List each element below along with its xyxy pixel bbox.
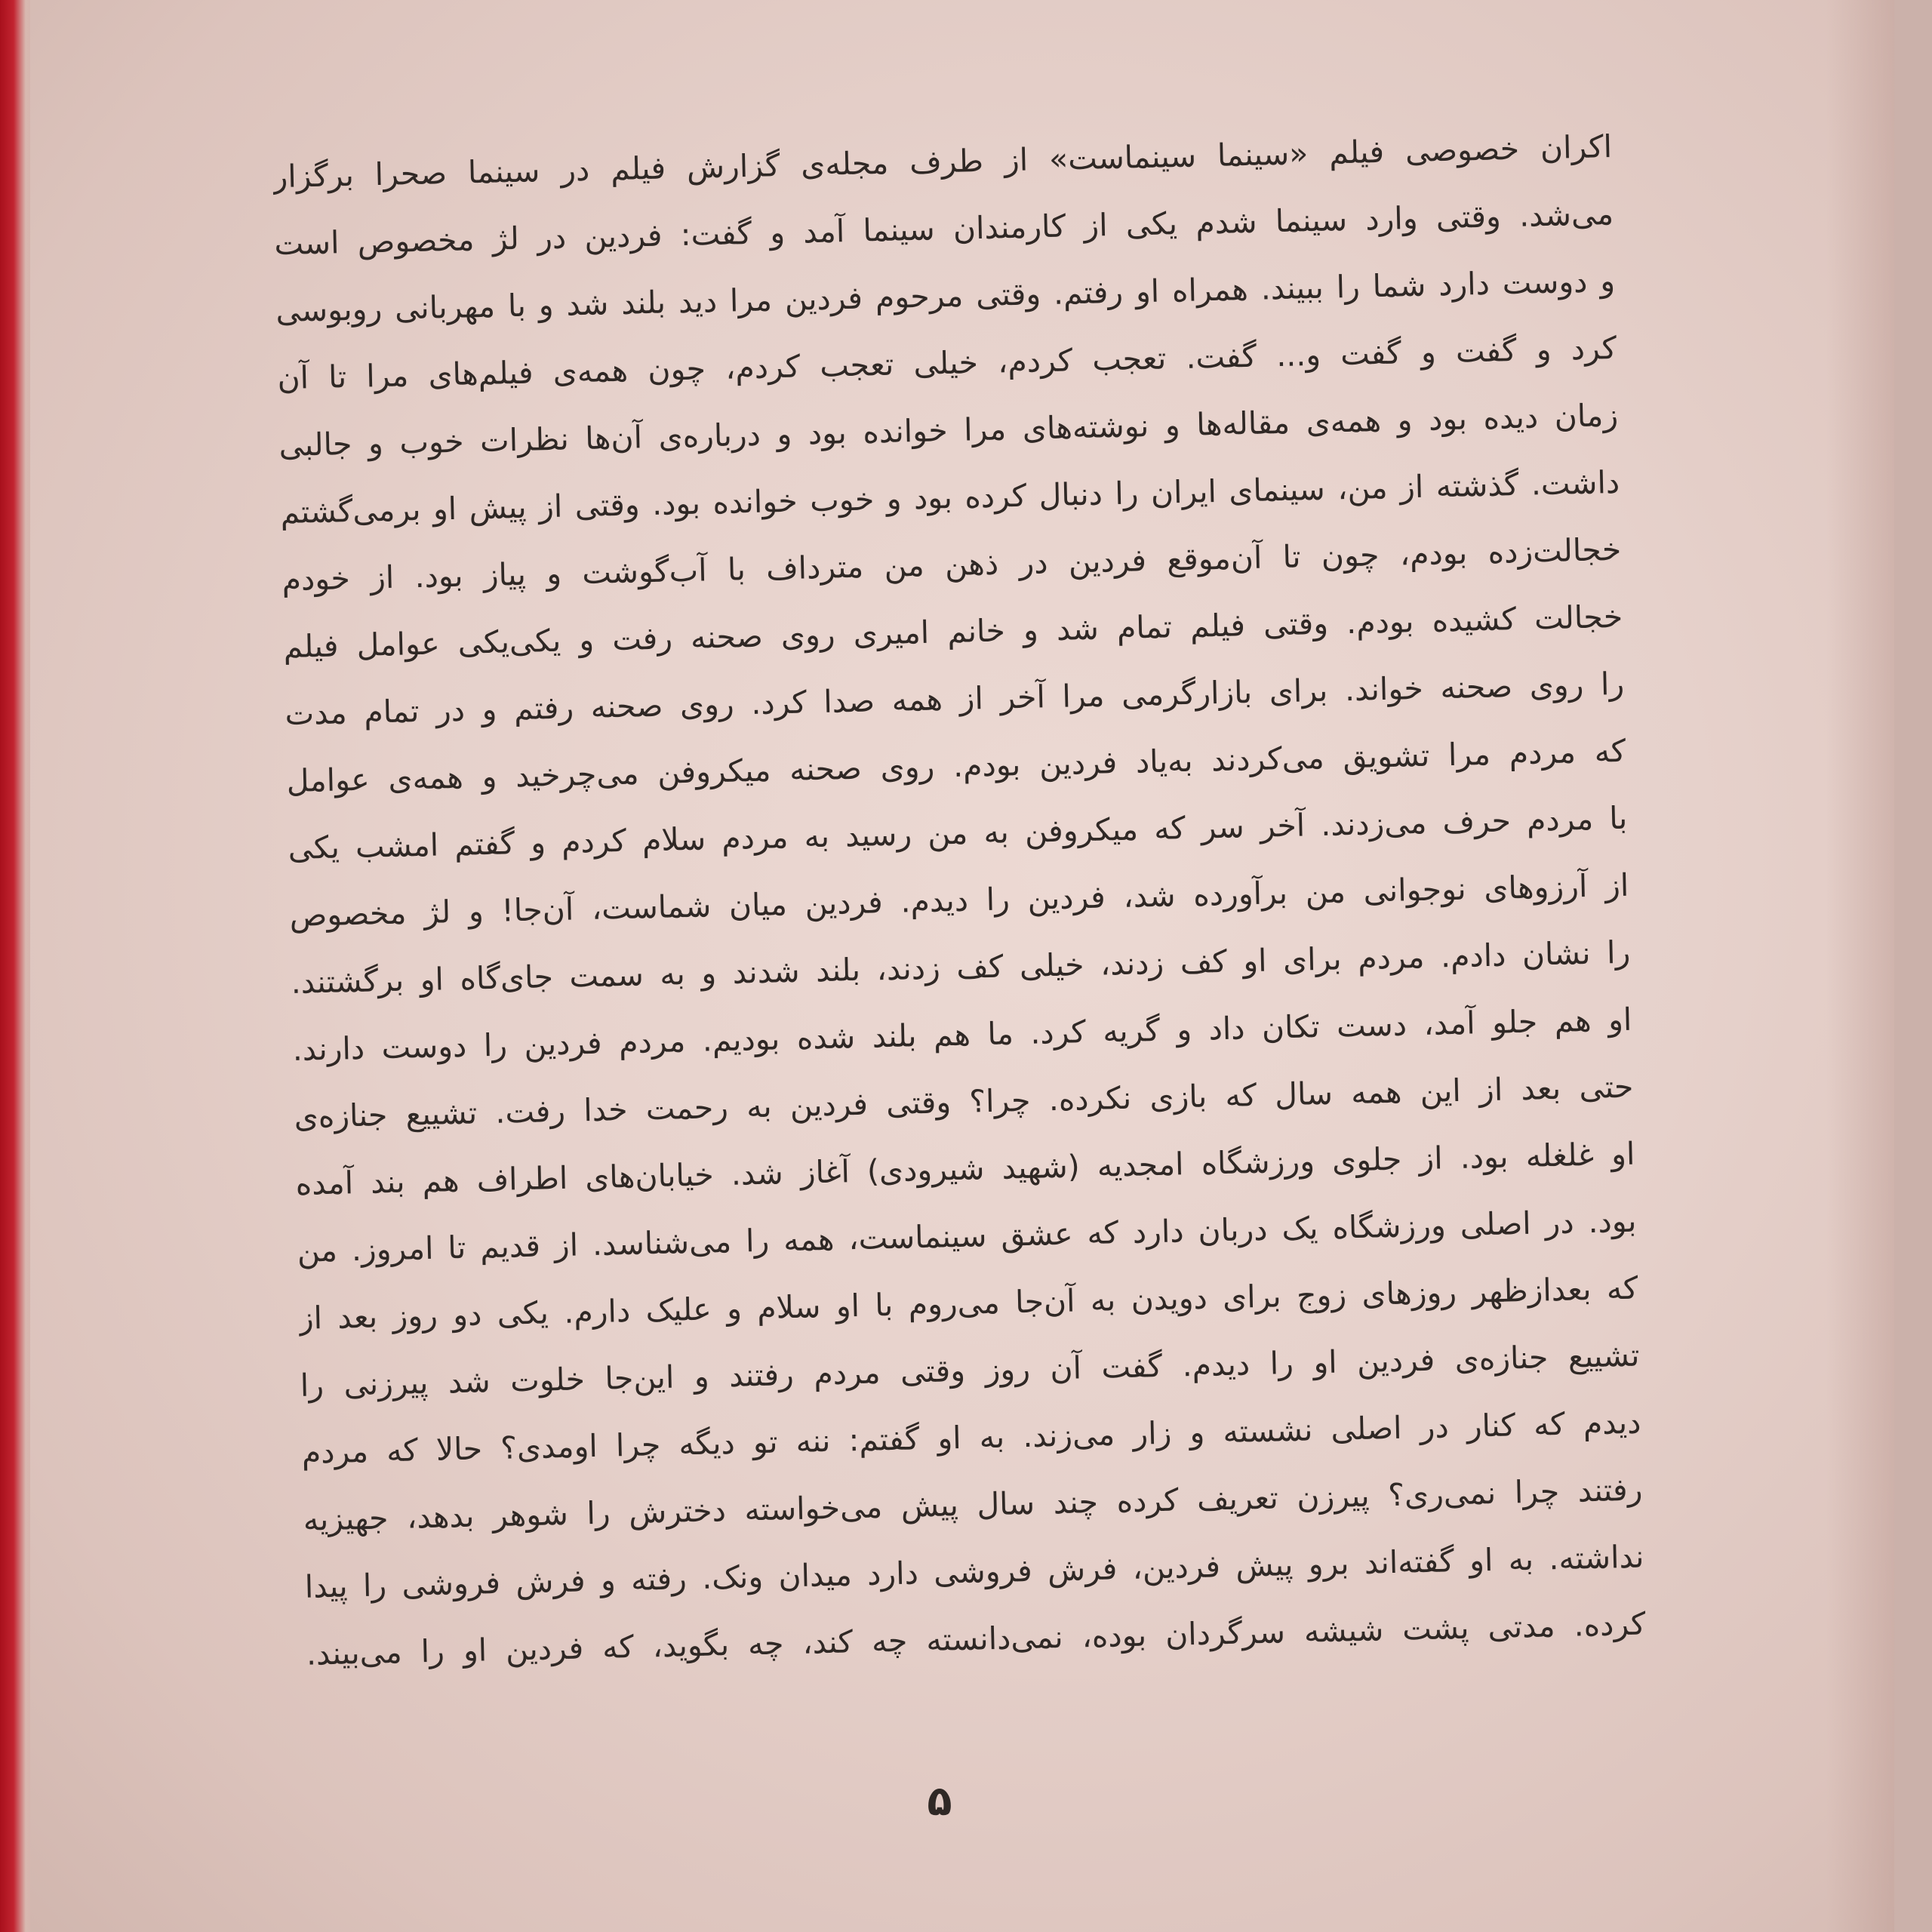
text-line: خجالت‌زده بودم، چون تا آن‌موقع فردین در ذهن من مترداف با آب‌گوشت و پیاز بود. از خودم (281, 531, 1622, 598)
text-line: بود. در اصلی ورزشگاه یک دربان دارد که عشق سینماست، همه را می‌شناسد. از قدیم تا امروز. من (297, 1202, 1637, 1269)
text-line: را نشان دادم. مردم برای او کف زدند، خیلی کف زدند، بلند شدند و به سمت جای‌گاه او برگشتند. (291, 934, 1631, 1001)
text-line: تشییع جنازه‌ی فردین او را دیدم. گفت آن روز وقتی مردم رفتند و این‌جا خلوت شد پیرزنی را (300, 1337, 1640, 1404)
text-line: اکران خصوصی فیلم «سینما سینماست» از طرف مجله‌ی گزارش فیلم در سینما صحرا برگزار (272, 128, 1613, 195)
text-line: خجالت کشیده بودم. وقتی فیلم تمام شد و خانم امیری روی صحنه رفت و یکی‌یکی عوامل فیلم (283, 598, 1623, 666)
text-line: داشت. گذشته از من، سینمای ایران را دنبال کرده بود و خوب خوانده بود. وقتی از پیش او برمی‌گشتم (280, 463, 1620, 531)
text-line: که مردم مرا تشویق می‌کردند به‌یاد فردین بودم. روی صحنه میکروفن می‌چرخید و همه‌ی عوامل (286, 732, 1626, 800)
page-edge-shadow (1826, 0, 1894, 1932)
text-line: کرده. مدتی پشت شیشه سرگردان بوده، نمی‌دانسته چه کند، چه بگوید، که فردین او را می‌بیند. (306, 1605, 1646, 1672)
text-line: زمان دیده بود و همه‌ی مقاله‌ها و نوشته‌های مرا خوانده بود و درباره‌ی آن‌ها نظرات خوب و جالبی (278, 396, 1619, 464)
text-line: کرد و گفت و گفت و... گفت. تعجب کردم، خیلی تعجب کردم، چون همه‌ی فیلم‌های مرا تا آن (276, 329, 1617, 397)
body-text (272, 113, 1646, 1688)
text-line: او غلغله بود. از جلوی ورزشگاه امجدیه (شهید شیرودی) آغاز شد. خیابان‌های اطراف هم بند آمده (295, 1135, 1635, 1202)
page-number: ۵ (927, 1777, 952, 1825)
text-line: حتی بعد از این همه سال که بازی نکرده. چرا؟ وقتی فردین به رحمت خدا رفت. تشییع جنازه‌ی (294, 1068, 1634, 1135)
text-line: که بعدازظهر روزهای زوج برای دویدن به آن‌جا می‌روم با او سلام و علیک دارم. یکی دو روز بعد از (298, 1269, 1638, 1337)
text-line: نداشته. به او گفته‌اند برو پیش فردین، فرش فروشی دارد میدان ونک. رفته و فرش فروشی را پیدا (304, 1538, 1644, 1605)
text-line: از آرزوهای نوجوانی من برآورده شد، فردین را دیدم. فردین میان شماست، آن‌جا! و لژ مخصوص (289, 866, 1629, 934)
text-line: رفتند چرا نمی‌ری؟ پیرزن تعریف کرده چند سال پیش می‌خواسته دخترش را شوهر بدهد، جهیزیه (303, 1471, 1643, 1538)
text-line: را روی صحنه خواند. برای بازارگرمی مرا آخر از همه صدا کرد. روی صحنه رفتم و در تمام مدت (285, 665, 1625, 733)
text-line: با مردم حرف می‌زدند. آخر سر که میکروفن به من رسید به مردم سلام کردم و گفتم امشب یکی (288, 799, 1628, 867)
text-line: او هم جلو آمد، دست تکان داد و گریه کرد. ما هم بلند شده بودیم. مردم فردین را دوست دارند. (292, 1001, 1632, 1068)
text-line: دیدم که کنار در اصلی نشسته و زار می‌زند. به او گفتم: ننه تو دیگه چرا اومدی؟ حالا که مردم (301, 1404, 1641, 1471)
text-line: می‌شد. وقتی وارد سینما شدم یکی از کارمندان سینما آمد و گفت: فردین در لژ مخصوص است (273, 195, 1614, 263)
text-line: و دوست دارد شما را ببیند. همراه او رفتم. وقتی مرحوم فردین مرا دید بلند شد و با مهربانی روبوسی (275, 262, 1616, 330)
